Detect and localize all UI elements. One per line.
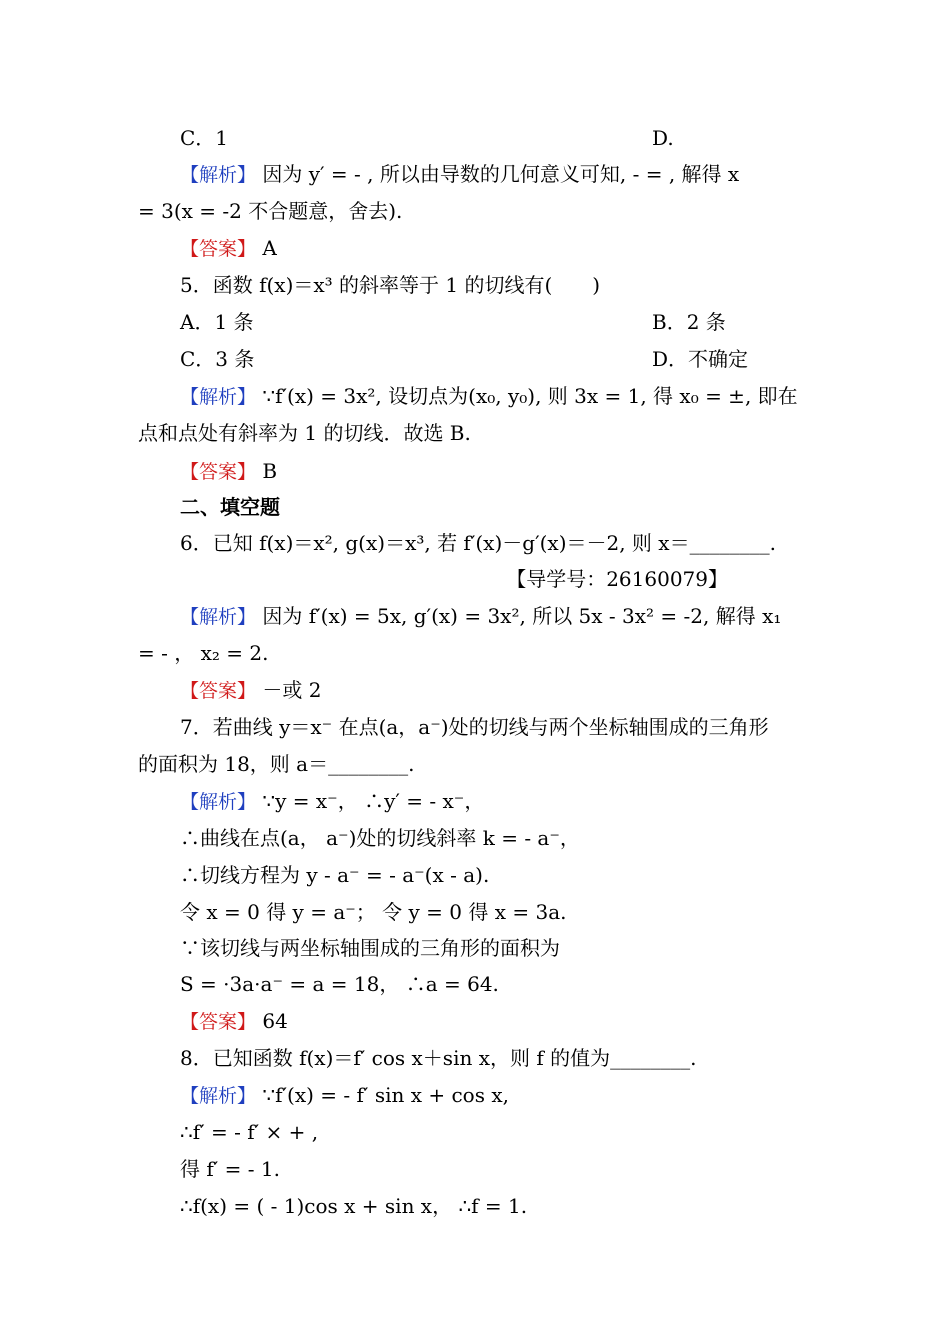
analysis-step: 得 f′ = - 1. [180,1157,280,1181]
question-5: 5．函数 f(x)＝x³ 的斜率等于 1 的切线有( ) [180,273,601,297]
analysis-tag: 【解析】 [180,791,257,813]
answer-tag: 【答案】 [180,238,257,260]
answer-text: A [262,236,277,260]
answer-line [180,236,860,261]
analysis-text: ∵f′(x) = - f′ sin x + cos x, [262,1083,509,1107]
answer-text: 64 [262,1009,288,1033]
option-a: A．1 条 [180,310,254,334]
analysis-step: ∴f(x) = ( - 1)cos x + sin x， ∴f = 1. [180,1194,528,1218]
answer-line [180,459,860,484]
analysis-line [180,604,860,629]
answer-tag: 【答案】 [180,1011,257,1033]
analysis-line [180,789,860,814]
analysis-text: ∵y = x⁻， ∴y′ = - x⁻， [262,789,485,813]
options-ab-line [180,310,860,334]
analysis-step: ∴曲线在点(a， a⁻)处的切线斜率 k = - a⁻， [180,826,580,850]
analysis-step: ∴f′ = - f′ × + , [180,1120,319,1144]
answer-tag: 【答案】 [180,461,257,483]
option-c: C．3 条 [180,347,255,371]
analysis-line [180,162,860,187]
analysis-step: ∵该切线与两坐标轴围成的三角形的面积为 [180,936,560,960]
analysis-continuation: = - ， x₂ = 2. [138,641,269,665]
question-6: 6．已知 f(x)＝x², g(x)＝x³, 若 f′(x)－g′(x)＝－2, 则 x＝________. [180,531,776,555]
analysis-text: 因为 f′(x) = 5x, g′(x) = 3x², 所以 5x - 3x² = -2, 解得 x₁ [262,604,782,628]
answer-line [180,1009,860,1034]
analysis-text: 因为 y′ = - , 所以由导数的几何意义可知, - = , 解得 x [262,162,740,186]
analysis-line [180,1083,860,1108]
analysis-continuation: = 3(x = -2 不合题意，舍去). [138,199,403,223]
answer-tag: 【答案】 [180,680,257,702]
guide-number: 【导学号：26160079】 [506,567,728,591]
question-7-continuation: 的面积为 18，则 a＝________. [138,752,415,776]
analysis-text: ∵f′(x) = 3x², 设切点为(x₀, y₀), 则 3x = 1, 得 x₀ = ±, 即在 [262,384,798,408]
analysis-line [180,384,860,409]
options-cd-line [180,347,860,371]
section-heading: 二、填空题 [180,495,280,519]
analysis-tag: 【解析】 [180,606,257,628]
analysis-tag: 【解析】 [180,386,257,408]
analysis-step: S = ·3a·a⁻ = a = 18， ∴a = 64. [180,972,499,996]
analysis-step: 令 x = 0 得 y = a⁻； 令 y = 0 得 x = 3a. [180,900,567,924]
option-c-line [180,126,860,150]
question-7: 7．若曲线 y＝x⁻ 在点(a，a⁻)处的切线与两个坐标轴围成的三角形 [180,715,769,739]
analysis-continuation: 点和点处有斜率为 1 的切线．故选 B. [138,421,471,445]
analysis-step: ∴切线方程为 y - a⁻ = - a⁻(x - a). [180,863,490,887]
option-d: D. [652,126,674,150]
option-b: B．2 条 [652,310,726,334]
answer-line [180,678,860,703]
answer-text: B [262,459,278,483]
option-d: D．不确定 [652,347,749,371]
analysis-tag: 【解析】 [180,1085,257,1107]
option-c: C．1 [180,126,229,150]
answer-text: －或 2 [262,678,322,702]
question-8: 8．已知函数 f(x)＝f′ cos x＋sin x，则 f 的值为________. [180,1046,697,1070]
analysis-tag: 【解析】 [180,164,257,186]
